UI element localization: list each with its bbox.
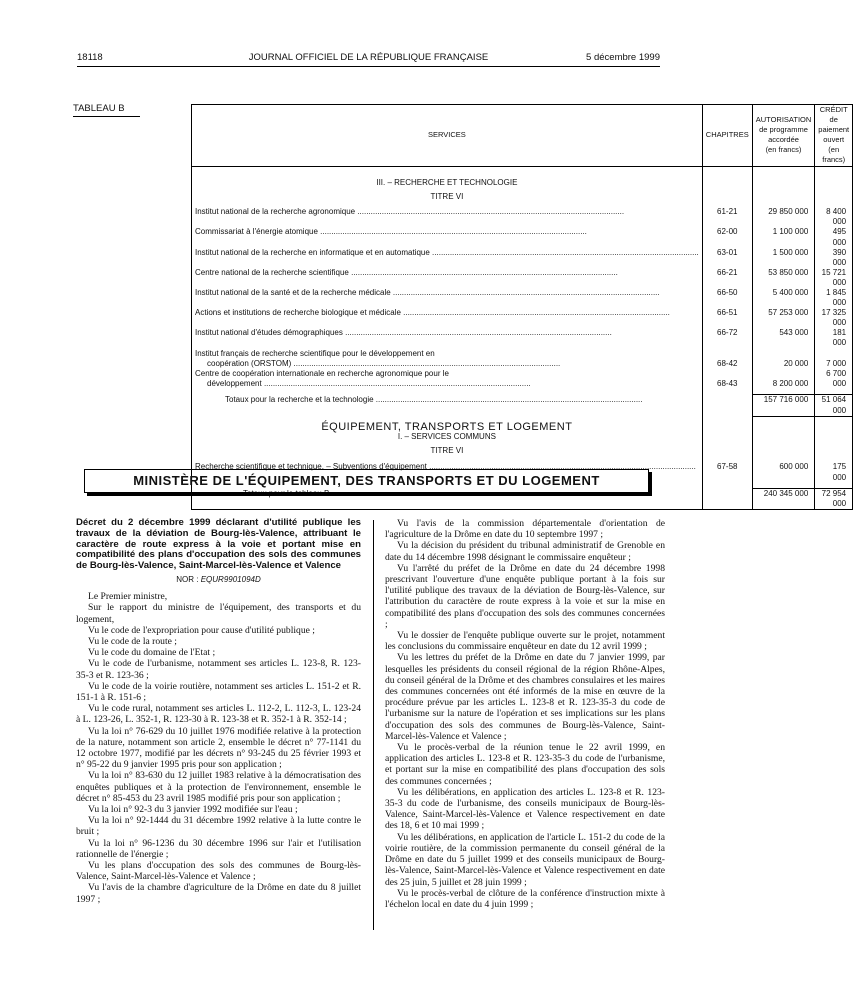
- visa-paragraph: Vu le procès-verbal de clôture de la conférence d'instruction mixte à l'échelon local en date du 4 juin 1999 ;: [385, 887, 665, 910]
- section-equipement-titre: TITRE VI: [192, 446, 703, 456]
- visa-paragraph: Vu le dossier de l'enquête publique ouverte sur le projet, notamment les conclusions du commissaire enquêteur en date du 12 avril 1999 ;: [385, 630, 665, 653]
- credits-table: [191, 104, 853, 510]
- decret-right-column: [385, 518, 665, 910]
- section-equipement-title: ÉQUIPEMENT, TRANSPORTS ET LOGEMENT: [192, 422, 703, 432]
- table-row: Institut national de la recherche agronomique ..... 61-21 29 850 000 8 400 000: [192, 207, 853, 227]
- ministere-banner: MINISTÈRE DE L'ÉQUIPEMENT, DES TRANSPORTS ET DU LOGEMENT: [84, 469, 649, 493]
- visa-paragraph: Vu le code de la route ;: [88, 636, 177, 647]
- table-row: Centre national de la recherche scientifique ..... 66-21 53 850 000 15 721 000: [192, 268, 853, 288]
- visa-paragraph: Vu les plans d'occupation des sols des communes de Bourg-lès-Valence, Saint-Marcel-lès-Valence et Valence ;: [76, 860, 361, 883]
- visa-paragraph: Vu la loi n° 83-630 du 12 juillet 1983 relative à la démocratisation des enquêtes publiques et à la protection de l'environnement, ensemble le décret n° 85-453 du 23 avril 1985 modifié pris pour son application ;: [76, 770, 361, 804]
- table-row: Centre de coopération internationale en recherche agronomique pour le développement ..... 68-43 8 200 000 6 700 000: [192, 369, 853, 389]
- section-equipement-sub: I. – SERVICES COMMUNS: [192, 432, 703, 442]
- tableau-label-underline: [73, 116, 140, 117]
- visa-paragraph: Vu la loi n° 92-1444 du 31 décembre 1992 relative à la lutte contre le bruit ;: [76, 815, 361, 838]
- visa-paragraph: Sur le rapport du ministre de l'équipement, des transports et du logement,: [76, 602, 361, 625]
- issue-date: 5 décembre 1999: [586, 52, 660, 63]
- col-header-services: SERVICES: [192, 105, 703, 167]
- table-row: Institut national de la recherche en informatique et en automatique ..... 63-01 1 500 000 390 000: [192, 248, 853, 268]
- visa-paragraph: Vu la loi n° 96-1236 du 30 décembre 1996 sur l'air et l'utilisation rationnelle de l'énergie ;: [76, 837, 361, 860]
- visa-paragraph: Vu la décision du président du tribunal administratif de Grenoble en date du 14 décembre 1998 désignant le commissaire enquêteur ;: [385, 540, 665, 563]
- table-row: Institut national d'études démographiques ..... 66-72 543 000 181 000: [192, 328, 853, 348]
- page-number: 18118: [77, 52, 103, 63]
- section-recherche-titre: TITRE VI: [192, 192, 703, 202]
- col-header-autorisation: AUTORISATION de programme accordée (en francs): [752, 105, 815, 167]
- header-rule: [77, 66, 660, 67]
- decret-visas-left: [76, 591, 361, 905]
- visa-paragraph: Vu la loi n° 92-3 du 3 janvier 1992 modifiée sur l'eau ;: [88, 804, 298, 816]
- section-title-row: [192, 422, 853, 432]
- visa-paragraph: Vu la loi n° 76-629 du 10 juillet 1976 modifiée relative à la protection de la nature, notamment son article 2, ensemble le décret n° 77-1141 du 12 octobre 1977, modifié par les décrets n° 93-245 du 25 février 1993 et n° 95-22 du 9 janvier 1995 pris pour son application ;: [76, 725, 361, 771]
- table-header-row: [192, 105, 853, 167]
- total-row-recherche: Totaux pour la recherche et la technologie ..... 157 716 000 51 064 000: [192, 395, 853, 416]
- table-row: Actions et institutions de recherche biologique et médicale ..... 66-51 57 253 000 17 325 000: [192, 308, 853, 328]
- section-sub-row: [192, 432, 853, 442]
- decret-visas-right: [385, 518, 665, 910]
- col-header-credit: CRÉDIT de paiement ouvert (en francs): [815, 105, 853, 167]
- section-titre-row: [192, 446, 853, 456]
- col-header-chapitres: CHAPITRES: [702, 105, 752, 167]
- table-row: Institut français de recherche scientifique pour le développement en coopération (ORSTOM) ..... 68-42 20 000 7 000: [192, 349, 853, 369]
- tableau-label: TABLEAU B: [73, 103, 125, 114]
- decret-title: Décret du 2 décembre 1999 déclarant d'utilité publique les travaux de la déviation de Bourg-lès-Valence, attribuant le caractère de route express à la voie et portant mise en compatibilité des plans d'occupation des sols des communes de Bourg-lès-Valence, Saint-Marcel-lès-Valence et Valence: [76, 517, 361, 572]
- table-row: Commissariat à l'énergie atomique ..... 62-00 1 100 000 495 000: [192, 227, 853, 247]
- table-row: Recherche scientifique et technique. – Subventions d'équipement ..... 67-58 600 000 175 000: [192, 462, 853, 482]
- total-row-tableau-b: Totaux pour le tableau B ..... 240 345 000 72 954 000: [192, 489, 853, 510]
- decret-left-column: [76, 518, 361, 905]
- visa-paragraph: Vu le code rural, notamment ses articles L. 112-2, L. 112-3, L. 123-24 à L. 123-26, L. 352-1, R. 123-30 à R. 123-38 et R. 352-1 à R. 352-14 ;: [76, 703, 361, 726]
- visa-paragraph: Vu les délibérations, en application des articles L. 123-8 et R. 123-35-3 du code de l'urbanisme, des conseils municipaux de Bourg-lès-Valence, Saint-Marcel-lès-Valence et Valence respectivement en date des 18, 6 et 10 mai 1999 ;: [385, 786, 665, 832]
- visa-paragraph: Vu l'avis de la commission départementale d'orientation de l'agriculture de la Drôme en date du 10 septembre 1997 ;: [385, 518, 665, 541]
- section-title-row: [192, 178, 853, 188]
- visa-paragraph: Vu les délibérations, en application de l'article L. 151-2 du code de la voirie routière, de la commission permanente du conseil général de la Drôme en date du 5 juillet 1999 et des conseils municipaux de Bourg-lès-Valence, Saint-Marcel-lès-Valence et Valence respectivement en date des 25 juin, 5 juillet et 28 juin 1999 ;: [385, 831, 665, 888]
- visa-paragraph: Vu le code de l'urbanisme, notamment ses articles L. 123-8, R. 123-35-3 et R. 123-36 ;: [76, 658, 361, 681]
- table-row: Institut national de la santé et de la recherche médicale ..... 66-50 5 400 000 1 845 000: [192, 288, 853, 308]
- section-titre-row: [192, 192, 853, 202]
- visa-paragraph: Vu le procès-verbal de la réunion tenue le 22 avril 1999, en application des articles L. 123-8 et R. 123-35-3 du code de l'urbanisme, et portant sur la mise en compatibilité des plans d'occupation des sols des communes concernées ;: [385, 742, 665, 787]
- visa-paragraph: Vu le code de la voirie routière, notamment ses articles L. 151-2 et R. 151-1 à R. 151-6 ;: [76, 680, 361, 704]
- visa-paragraph: Vu le code de l'expropriation pour cause d'utilité publique ;: [88, 624, 315, 636]
- column-divider: [373, 520, 374, 930]
- visa-paragraph: Vu l'avis de la chambre d'agriculture de la Drôme en date du 8 juillet 1997 ;: [76, 882, 361, 905]
- visa-paragraph: Vu le code du domaine de l'Etat ;: [88, 647, 216, 659]
- journal-title: JOURNAL OFFICIEL DE LA RÉPUBLIQUE FRANÇAISE: [248, 52, 489, 63]
- visa-paragraph: Vu l'arrêté du préfet de la Drôme en date du 24 décembre 1998 prescrivant l'ouverture d'une enquête publique portant à la fois sur l'utilité publique des travaux de la déviation de Bourg-lès-Valence, sur l'attribution du caractère de route express à la voie et sur la mise en compatibilité des plans d'occupation des sols des communes concernées ;: [385, 562, 665, 630]
- section-recherche-title: III. – RECHERCHE ET TECHNOLOGIE: [192, 178, 703, 188]
- nor-reference: NOR : EQUR9901094D: [176, 574, 261, 584]
- visa-paragraph: Vu les lettres du préfet de la Drôme en date du 7 janvier 1999, par lesquelles les présidents du conseil régional de la région Rhône-Alpes, du conseil général de la Drôme et des chambres consulaires et les maires des communes concernées ont été informés de la mise en œuvre de la procédure prévue par les articles L. 123-8 et R. 123-35-3 du code de l'urbanisme sur la nature de l'opération et ses implications sur les plans d'occupation des sols des communes de Bourg-lès-Valence, Saint-Marcel-lès-Valence et Valence ;: [385, 652, 665, 742]
- visa-paragraph: Le Premier ministre,: [88, 591, 168, 603]
